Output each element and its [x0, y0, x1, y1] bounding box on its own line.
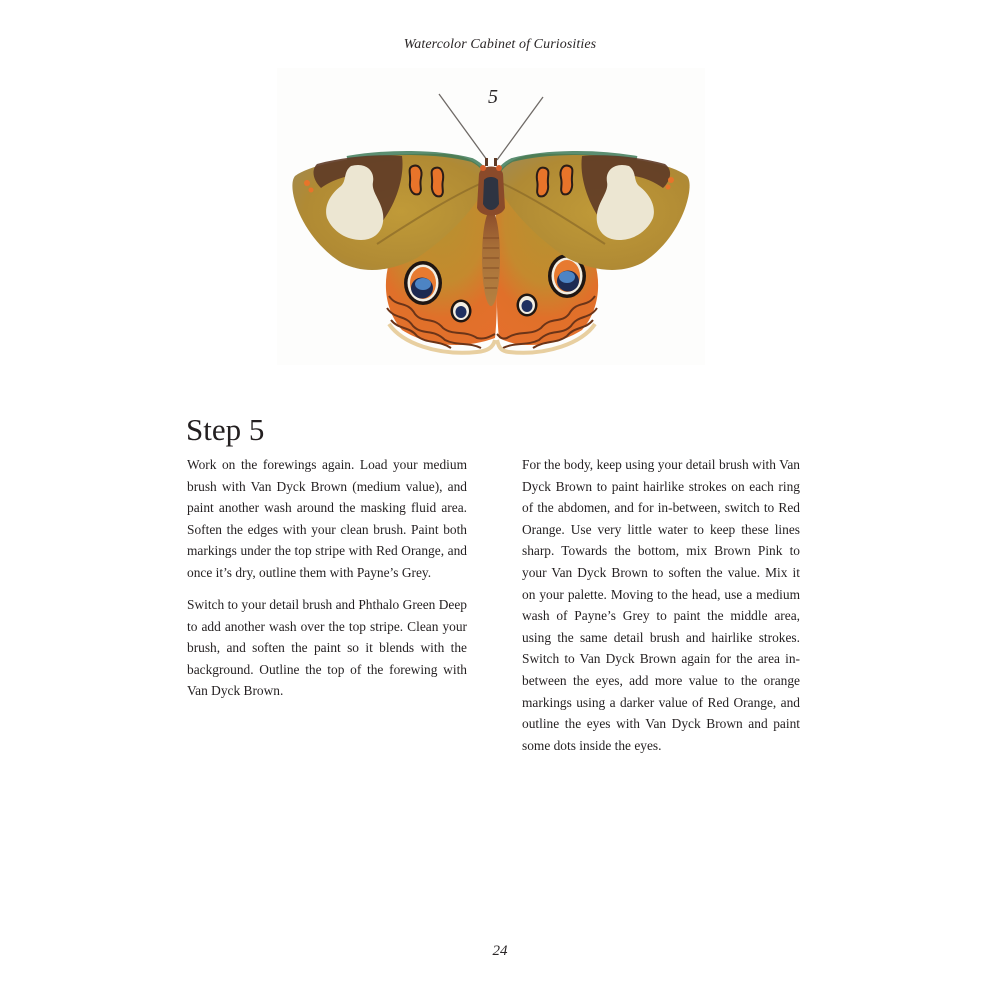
- right-column: [522, 454, 800, 767]
- figure-number: 5: [488, 86, 498, 108]
- paragraph: For the body, keep using your detail brush with Van Dyck Brown to paint hairlike strokes on each ring of the abdomen, and for in-between, switch to Red Orange. Use very little water to keep these lines sharp. Towards the bottom, mix Brown Pink to your Van Dyck Brown to soften the value. Mix it on your palette. Moving to the head, use a medium wash of Payne’s Grey to paint the middle area, using the same detail brush and hairlike strokes. Switch to Van Dyck Brown again for the area in-between the eyes, add more value to the orange markings using a darker value of Red Orange, and outline the eyes with Van Dyck Brown and paint some dots inside the eyes.: [522, 457, 800, 753]
- running-head: Watercolor Cabinet of Curiosities: [403, 37, 597, 52]
- left-eyespot-small: [451, 300, 472, 323]
- butterfly-illustration: [277, 68, 705, 365]
- paragraph: Switch to your detail brush and Phthalo Green Deep to add another wash over the top stripe. Clean your brush, and soften the paint so it blends with the background. Outline the top of the forewing with Van Dyck Brown.: [187, 597, 467, 699]
- left-eyespot-large: [404, 261, 442, 305]
- step-heading: Step 5: [186, 412, 265, 447]
- butterfly-figure: [277, 68, 705, 365]
- paragraph: Work on the forewings again. Load your medium brush with Van Dyck Brown (medium value), and paint another wash around the masking fluid area. Soften the edges with your clean brush. Paint both markings under the top stripe with Red Orange, and once it’s dry, outline them with Payne’s Grey.: [187, 457, 467, 580]
- right-eyespot-small: [517, 294, 538, 317]
- left-column: [187, 454, 467, 713]
- page-number: 24: [492, 943, 508, 959]
